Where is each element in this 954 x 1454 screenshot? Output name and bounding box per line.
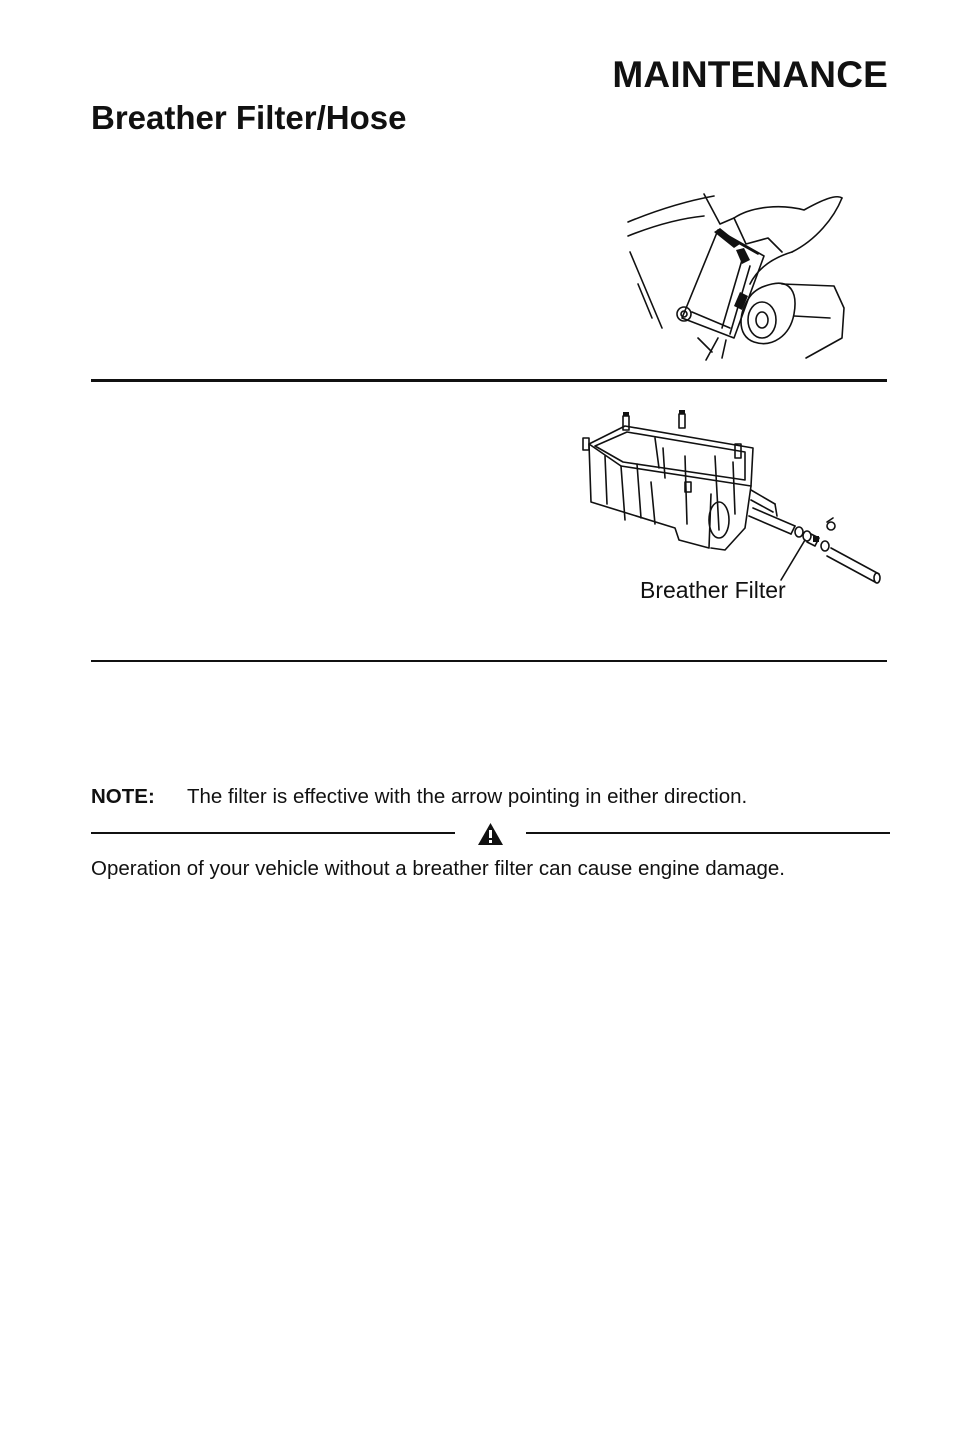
page-title: Breather Filter/Hose xyxy=(91,99,407,136)
warning-rule-left xyxy=(91,832,455,834)
note xyxy=(91,785,747,809)
breather-hose-illustration xyxy=(622,188,848,364)
note-text: The filter is effective with the arrow pointing in either direction. xyxy=(187,785,748,808)
warning-rule-right xyxy=(526,832,890,834)
section-divider xyxy=(91,379,887,382)
section-divider-2 xyxy=(91,660,887,662)
note-label: NOTE: xyxy=(91,785,155,808)
breather-filter-label: Breather Filter xyxy=(640,577,786,603)
breather-filter-illustration xyxy=(575,408,887,598)
warning-triangle-icon xyxy=(477,822,504,846)
warning-text: Operation of your vehicle without a breather filter can cause engine damage. xyxy=(91,857,785,880)
section-header: MAINTENANCE xyxy=(612,54,888,95)
